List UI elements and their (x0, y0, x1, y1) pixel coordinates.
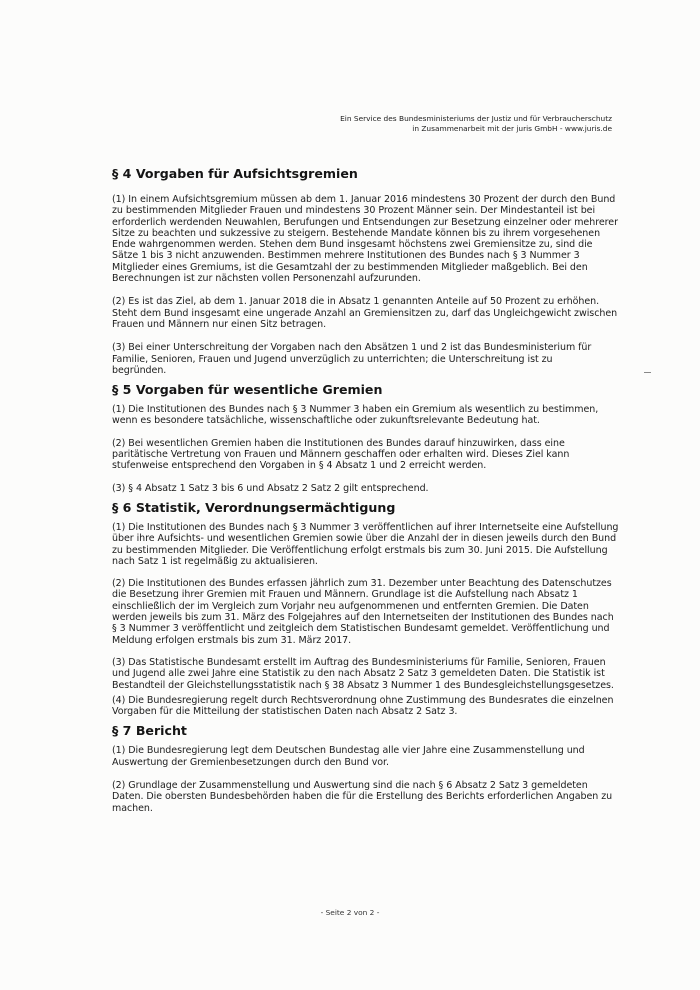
section-heading-5: § 5 Vorgaben für wesentliche Gremien (112, 382, 383, 398)
section-4-paragraph-1: (1) In einem Aufsichtsgremium müssen ab dem 1. Januar 2016 mindestens 30 Prozent der durch den Bund zu bestimmenden Mitglieder Frauen und mindestens 30 Prozent Männer sein. Der Mindestanteil ist bei erforderlich werdenden Neuwahlen, Berufungen und Entsendungen zur Besetzung einzelner oder mehrerer Sitze zu beachten und sukzessive zu steigern. Bestehende Mandate können bis zu ihrem vorgesehenen Ende wahrgenommen werden. Stehen dem Bund insgesamt höchstens zwei Gremiensitze zu, sind die Sätze 1 bis 3 nicht anzuwenden. Bestimmen mehrere Institutionen des Bundes nach § 3 Nummer 3 Mitglieder eines Gremiums, ist die Gesamtzahl der zu bestimmenden Mitglieder maßgeblich. Bei den Berechnungen ist zur nächsten vollen Personenzahl aufzurunden. (112, 194, 618, 285)
section-6-paragraph-3: (3) Das Statistische Bundesamt erstellt im Auftrag des Bundesministeriums für Familie, Senioren, Frauen und Jugend alle zwei Jahre eine Statistik zu den nach Absatz 2 Satz 3 gemeldeten Daten. Die Statistik ist Bestandteil der Gleichstellungsstatistik nach § 38 Absatz 3 Nummer 1 des Bundesgleichstellungsgesetzes. (112, 656, 614, 691)
section-heading-7: § 7 Bericht (112, 723, 187, 739)
document-body (112, 166, 620, 814)
publisher-note-line-1: Ein Service des Bundesministeriums der Justiz und für Verbraucherschutz (340, 114, 612, 123)
section-6-paragraph-1: (1) Die Institutionen des Bundes nach § 3 Nummer 3 veröffentlichen auf ihrer Internetseite eine Aufstellung über ihre Aufsichts- und wesentlichen Gremien sowie über die Anzahl der in diesen jeweils durch den Bund zu bestimmenden Mitglieder. Die Veröffentlichung erfolgt erstmals bis zum 30. Juni 2015. Die Aufstellung nach Satz 1 ist regelmäßig zu aktualisieren. (112, 521, 619, 567)
section-6-paragraph-2: (2) Die Institutionen des Bundes erfassen jährlich zum 31. Dezember unter Beachtung des Datenschutzes die Besetzung ihrer Gremien mit Frauen und Männern. Grundlage ist die Aufstellung nach Absatz 1 einschließlich der im Vergleich zum Vorjahr neu aufgenommenen und entfernten Gremien. Die Daten werden jeweils bis zum 31. März des Folgejahres auf den Internetseiten der Institutionen des Bundes nach § 3 Nummer 3 veröffentlicht und zeitgleich dem Statistischen Bundesamt gemeldet. Veröffentlichung und Meldung erfolgen erstmals bis zum 31. März 2017. (112, 578, 614, 646)
section-6-paragraph-4: (4) Die Bundesregierung regelt durch Rechtsverordnung ohne Zustimmung des Bundesrates die einzelnen Vorgaben für die Mitteilung der statistischen Daten nach Absatz 2 Satz 3. (112, 694, 614, 718)
section-4-paragraph-3: (3) Bei einer Unterschreitung der Vorgaben nach den Absätzen 1 und 2 ist das Bundesministerium für Familie, Senioren, Frauen und Jugend unverzüglich zu unterrichten; die Unterschreitung ist zu begründen. (112, 342, 592, 376)
section-4-paragraph-2: (2) Es ist das Ziel, ab dem 1. Januar 2018 die in Absatz 1 genannten Anteile auf 50 Prozent zu erhöhen. Steht dem Bund insgesamt eine ungerade Anzahl an Gremiensitzen zu, darf das Ungleichgewicht zwischen Frauen und Männern nur einen Sitz betragen. (112, 296, 618, 330)
publisher-note-line-2: in Zusammenarbeit mit der juris GmbH - www.juris.de (412, 124, 612, 133)
section-5-paragraph-1: (1) Die Institutionen des Bundes nach § 3 Nummer 3 haben ein Gremium als wesentlich zu bestimmen, wenn es besondere tatsächliche, wissenschaftliche oder zukunftsrelevante Bedeutung hat. (112, 404, 599, 427)
section-heading-4: § 4 Vorgaben für Aufsichtsgremien (112, 166, 358, 181)
scan-margin-mark (644, 372, 651, 373)
section-7-paragraph-1: (1) Die Bundesregierung legt dem Deutschen Bundestag alle vier Jahre eine Zusammenstellung und Auswertung der Gremienbesetzungen durch den Bund vor. (112, 745, 585, 768)
section-7-paragraph-2: (2) Grundlage der Zusammenstellung und Auswertung sind die nach § 6 Absatz 2 Satz 3 gemeldeten Daten. Die obersten Bundesbehörden haben die für die Erstellung des Berichts erforderlichen Angaben zu machen. (112, 779, 613, 814)
publisher-note (330, 114, 612, 134)
section-5-paragraph-2: (2) Bei wesentlichen Gremien haben die Institutionen des Bundes darauf hinzuwirken, dass eine paritätische Vertretung von Frauen und Männern geschaffen oder erhalten wird. Dieses Ziel kann stufenweise entsprechend den Vorgaben in § 4 Absatz 1 und 2 erreicht werden. (112, 437, 570, 472)
page-number: - Seite 2 von 2 - (320, 908, 380, 917)
section-heading-6: § 6 Statistik, Verordnungsermächtigung (112, 499, 396, 515)
section-5-paragraph-3: (3) § 4 Absatz 1 Satz 3 bis 6 und Absatz 2 Satz 2 gilt entsprechend. (112, 482, 429, 494)
